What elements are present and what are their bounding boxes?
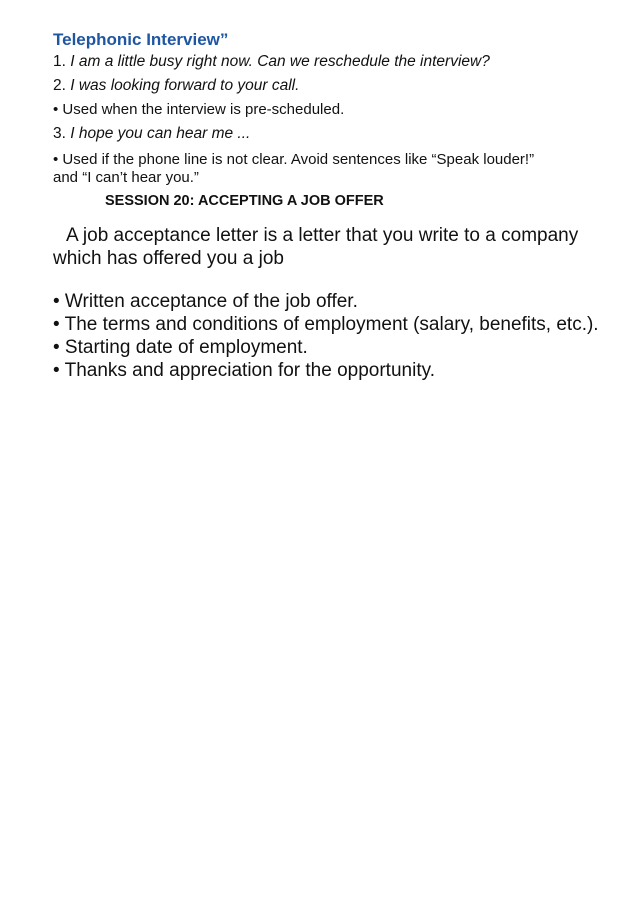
phrase-1 xyxy=(53,54,490,70)
list-item: • Starting date of employment. xyxy=(53,337,308,358)
phrase-text: I hope you can hear me ... xyxy=(70,125,251,142)
phrase-note: and “I can’t hear you.” xyxy=(53,169,199,186)
phrase-2 xyxy=(53,78,299,94)
bullet-list xyxy=(53,290,599,382)
session-title: SESSION 20: ACCEPTING A JOB OFFER xyxy=(105,193,384,209)
phrase-note: • Used when the interview is pre-scheduled. xyxy=(53,101,345,118)
list-item: • The terms and conditions of employment (salary, benefits, etc.). xyxy=(53,314,599,335)
intro-line: A job acceptance letter is a letter that you write to a company xyxy=(66,225,579,246)
phrase-text: I was looking forward to your call. xyxy=(70,77,300,94)
phrase-text: I am a little busy right now. Can we reschedule the interview? xyxy=(70,53,490,70)
list-item: • Thanks and appreciation for the opportunity. xyxy=(53,360,435,381)
list-item: • Written acceptance of the job offer. xyxy=(53,291,358,312)
intro-line: which has offered you a job xyxy=(53,248,284,269)
phrase-note: • Used if the phone line is not clear. Avoid sentences like “Speak louder!” xyxy=(53,151,535,168)
phrase-number: 1. xyxy=(53,53,66,70)
intro-paragraph xyxy=(53,224,623,270)
phrase-number: 3. xyxy=(53,125,66,142)
phrase-number: 2. xyxy=(53,77,66,94)
section-heading: Telephonic Interview” xyxy=(53,30,229,49)
phrase-3 xyxy=(53,126,250,142)
